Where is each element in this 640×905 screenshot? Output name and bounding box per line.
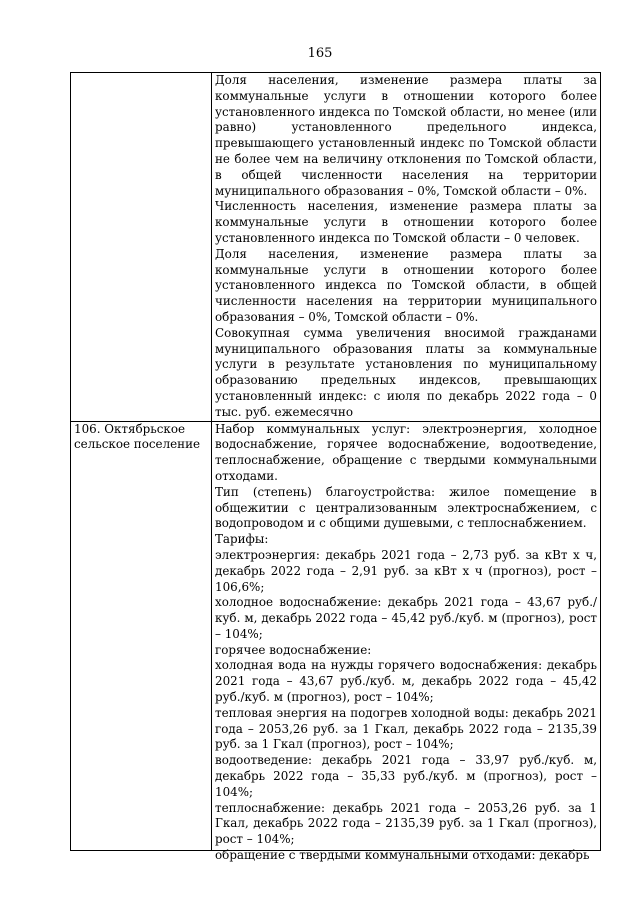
settlement-name-cell [71,73,212,422]
paragraph: горячее водоснабжение: [215,642,372,657]
paragraph: Совокупная сумма увеличения вносимой гражданами муниципального образования платы за коммунальные услуги в результате установления по муниципальному образованию предельных индексов, превышающих установленный индекс: с июля по декабрь 2022 года – 0 тыс. руб. ежемесячно [215,325,597,419]
paragraph: водоотведение: декабрь 2021 года – 33,97 руб./куб. м, декабрь 2022 года – 35,33 руб./куб. м (прогноз), рост – 104%; [215,753,597,799]
paragraph: теплоснабжение: декабрь 2021 года – 2053,26 руб. за 1 Гкал, декабрь 2022 года – 2135,39 руб. за 1 Гкал (прогноз), рост – 104%; [215,800,597,847]
paragraph: электроэнергия: декабрь 2021 года – 2,73 руб. за кВт х ч, декабрь 2022 года – 2,91 руб. за кВт х ч (прогноз), рост – 106,6%; [215,547,597,594]
description-cell [212,73,601,422]
table-row [71,73,601,422]
settlement-name-cell [71,421,212,850]
paragraph: холодная вода на нужды горячего водоснабжения: декабрь 2021 года – 43,67 руб./куб. м, декабрь 2022 года – 45,42 руб./куб. м (прогноз), рост – 104%; [215,658,597,705]
paragraph: обращение с твердыми коммунальными отходами: декабрь [215,848,590,863]
paragraph: холодное водоснабжение: декабрь 2021 года – 43,67 руб./куб. м, декабрь 2022 года – 45,42 руб./куб. м (прогноз), рост – 104%; [215,595,597,641]
table-row [71,421,601,850]
paragraph: Тип (степень) благоустройства: жилое помещение в общежитии с централизованным электроснабжением, с водопроводом и с общими душевыми, с теплоснабжением. [215,484,597,531]
paragraph: Доля населения, изменение размера платы за коммунальные услуги в отношении которого более установленного индекса по Томской области, но менее (или равно) установленного предельного индекса, превышающего установленный индекс по Томской области не более чем на величину отклонения по Томской области, в общей численности населения на территории муниципального образования – 0%, Томской области – 0%. [215,73,597,198]
paragraph: Тарифы: [215,532,269,547]
settlements-table [70,72,601,863]
paragraph: тепловая энергия на подогрев холодной воды: декабрь 2021 года – 2053,26 руб. за 1 Гкал, декабрь 2022 года – 2135,39 руб. за 1 Гкал (прогноз), рост – 104%; [215,705,597,752]
paragraph: Набор коммунальных услуг: электроэнергия, холодное водоснабжение, горячее водоснабжение, водоотведение, теплоснабжение, обращение с твердыми коммунальными отходами. [215,421,597,483]
settlement-name: 106. Октябрьское сельское поселение [74,421,201,452]
paragraph: Доля населения, изменение размера платы за коммунальные услуги в отношении которого более установленного индекса по Томской области, в общей численности населения на территории муниципального образования – 0%, Томской области – 0%. [215,246,597,324]
paragraph: Численность населения, изменение размера платы за коммунальные услуги в отношении которого более установленного индекса по Томской области – 0 человек. [215,199,597,245]
page-number: 165 [307,46,333,61]
description-cell [212,421,601,863]
